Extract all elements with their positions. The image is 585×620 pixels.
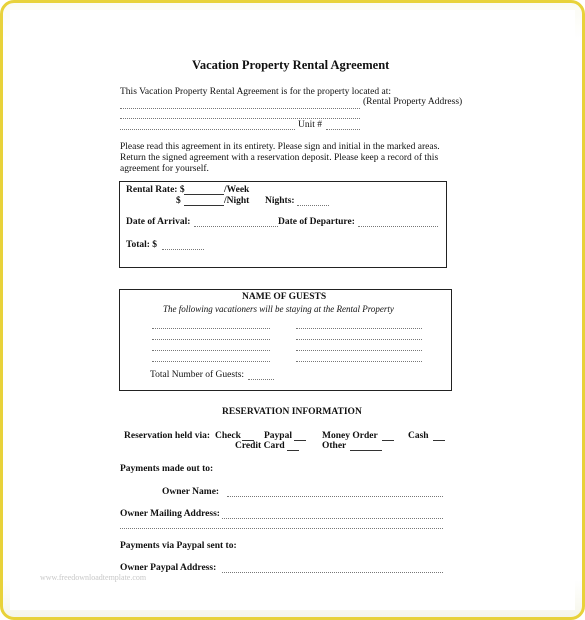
instructions-line-3: agreement for yourself.: [120, 164, 209, 174]
other-line[interactable]: [350, 450, 382, 451]
owner-name-label: Owner Name:: [162, 487, 220, 497]
instructions-line-1: Please read this agreement in its entirety. Please sign and initial in the marked areas.: [120, 142, 440, 152]
address-label: (Rental Property Address): [363, 97, 463, 107]
nights-label: Nights:: [265, 196, 295, 206]
address-line-3[interactable]: [120, 129, 295, 130]
money-order-line[interactable]: [382, 440, 394, 441]
guest-line-5[interactable]: [152, 350, 270, 351]
held-via-label: Reservation held via:: [124, 431, 211, 441]
address-line-2[interactable]: [120, 118, 360, 119]
nights-line[interactable]: [297, 205, 329, 206]
nightly-dollar: $: [176, 196, 181, 206]
owner-name-line[interactable]: [227, 496, 443, 497]
payments-made-out-label: Payments made out to:: [120, 464, 214, 474]
nightly-rate-line[interactable]: [184, 205, 224, 206]
total-guests-line[interactable]: [248, 379, 274, 380]
owner-mailing-line-2[interactable]: [120, 528, 443, 529]
paypal-sent-label: Payments via Paypal sent to:: [120, 541, 237, 551]
per-night-label: /Night: [224, 196, 250, 206]
guest-line-4[interactable]: [296, 339, 422, 340]
credit-card-option: Credit Card: [235, 441, 285, 451]
unit-line[interactable]: [326, 129, 360, 130]
guests-heading: NAME OF GUESTS: [242, 292, 327, 302]
guest-line-3[interactable]: [152, 339, 270, 340]
watermark: www.freedownloadtemplate.com: [40, 573, 147, 582]
other-option: Other: [322, 441, 347, 451]
address-line-1[interactable]: [120, 108, 360, 109]
paypal-option: Paypal: [264, 431, 292, 441]
owner-mailing-label: Owner Mailing Address:: [120, 509, 220, 519]
money-order-option: Money Order: [322, 431, 378, 441]
departure-line[interactable]: [358, 226, 438, 227]
per-week-label: /Week: [224, 185, 250, 195]
cash-option: Cash: [408, 431, 429, 441]
weekly-rate-line[interactable]: [184, 194, 224, 195]
check-option: Check: [215, 431, 241, 441]
reservation-heading: RESERVATION INFORMATION: [222, 407, 362, 417]
guest-line-7[interactable]: [152, 361, 270, 362]
document-page: [10, 10, 575, 610]
total-label: Total: $: [126, 240, 158, 250]
rental-rate-label: Rental Rate: $: [126, 185, 185, 195]
guests-subheading: The following vacationers will be staying at the Rental Property: [163, 304, 394, 314]
guest-line-6[interactable]: [296, 350, 422, 351]
total-line[interactable]: [162, 249, 204, 250]
instructions-line-2: Return the signed agreement with a reservation deposit. Please keep a record of this: [120, 153, 439, 163]
owner-mailing-line[interactable]: [222, 518, 443, 519]
cash-line[interactable]: [433, 440, 445, 441]
document-title: Vacation Property Rental Agreement: [192, 58, 390, 72]
paypal-line[interactable]: [294, 440, 306, 441]
unit-label: Unit #: [298, 120, 323, 130]
guest-line-8[interactable]: [296, 361, 422, 362]
arrival-line[interactable]: [194, 226, 278, 227]
owner-paypal-label: Owner Paypal Address:: [120, 563, 217, 573]
guest-line-1[interactable]: [152, 328, 270, 329]
owner-paypal-line[interactable]: [222, 572, 443, 573]
total-guests-label: Total Number of Guests:: [150, 370, 245, 380]
guest-line-2[interactable]: [296, 328, 422, 329]
arrival-label: Date of Arrival:: [126, 217, 191, 227]
intro-text: This Vacation Property Rental Agreement is for the property located at:: [120, 87, 392, 97]
credit-card-line[interactable]: [287, 450, 299, 451]
departure-label: Date of Departure:: [278, 217, 355, 227]
